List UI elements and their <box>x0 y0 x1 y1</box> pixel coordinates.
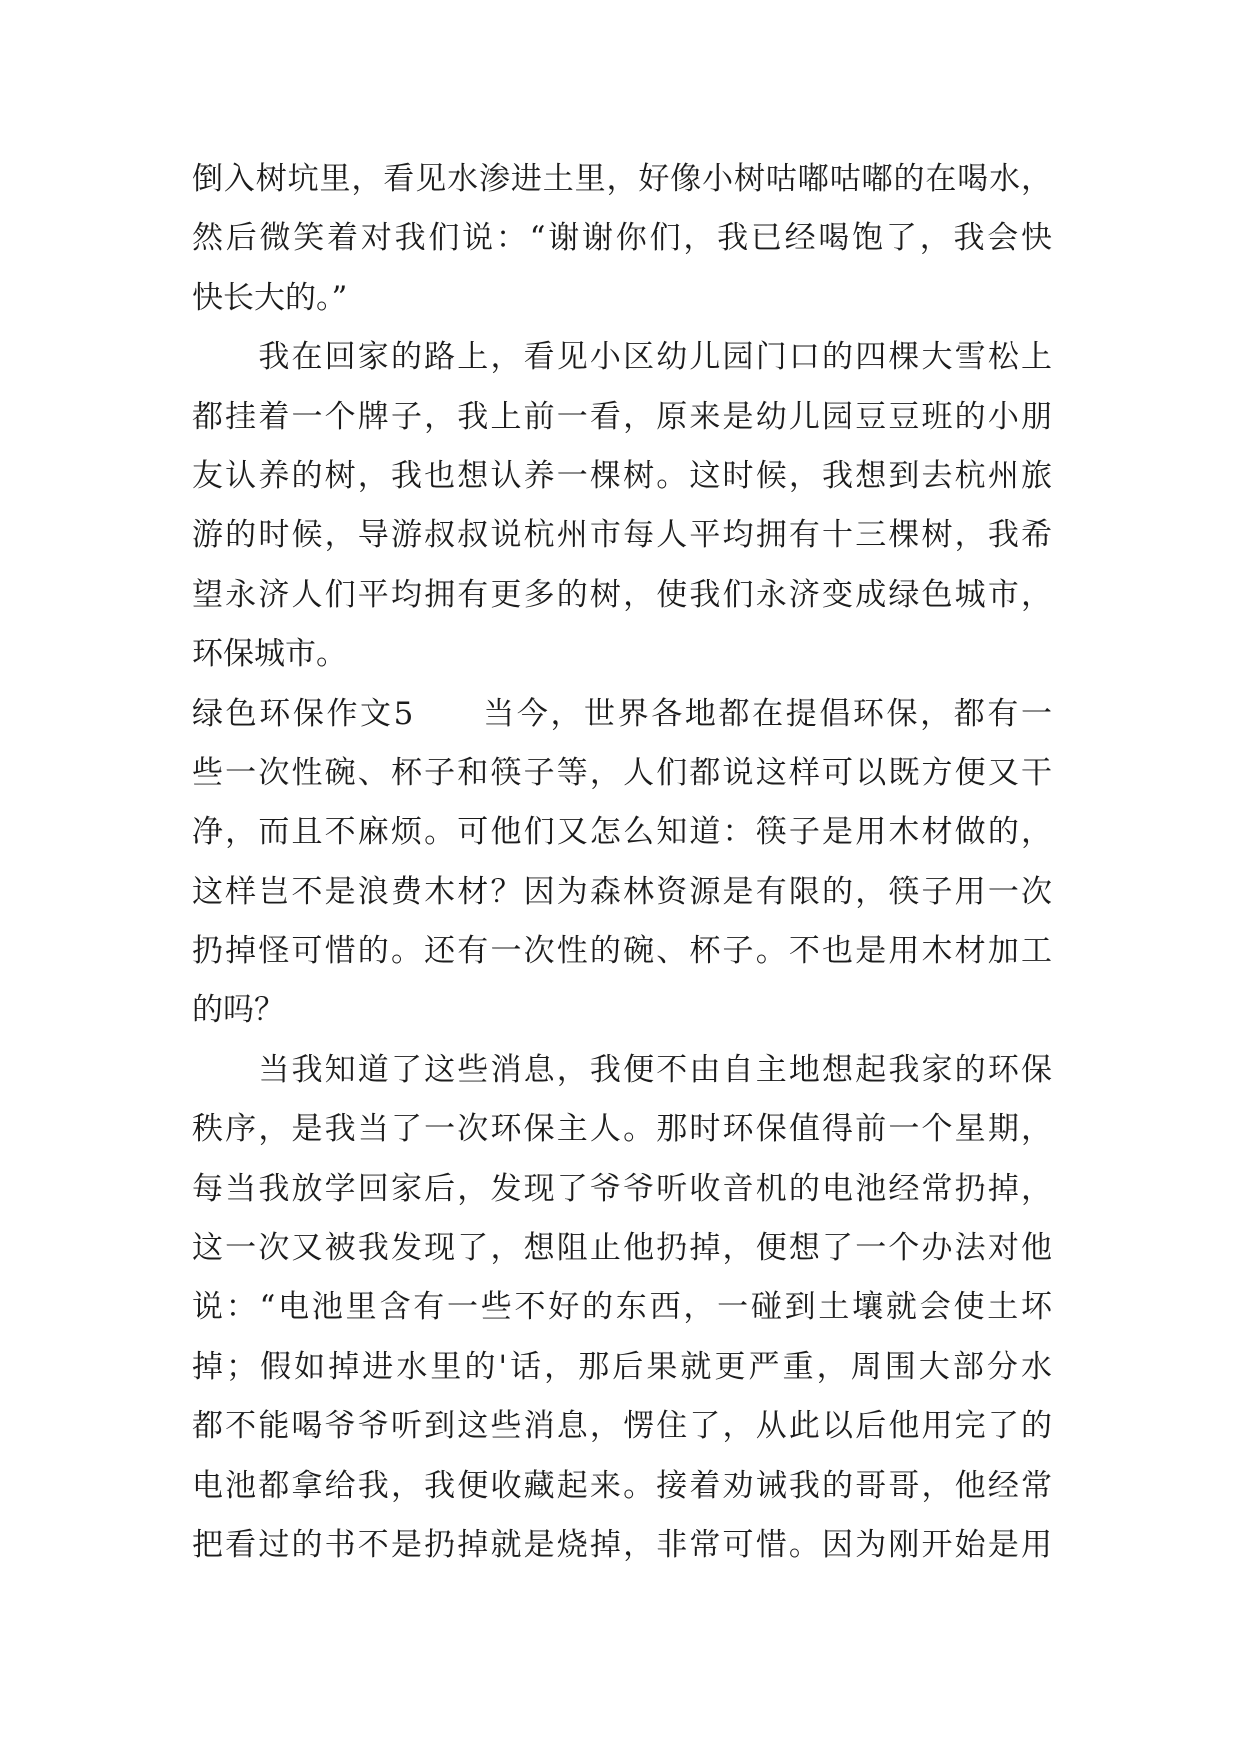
text-line: 快长大的。” <box>192 279 348 316</box>
text-line: 望永济人们平均拥有更多的树，使我们永济变成绿色城市， <box>192 576 1052 613</box>
text-line: 游的时候，导游叔叔说杭州市每人平均拥有十三棵树，我希 <box>192 517 1052 554</box>
text-line: 说：“电池里含有一些不好的东西，一碰到土壤就会使土坏 <box>192 1289 1052 1326</box>
text-line: 都不能喝爷爷听到这些消息，愣住了，从此以后他用完了的 <box>192 1408 1052 1445</box>
text-line: 掉；假如掉进水里的'话，那后果就更严重，周围大部分水 <box>192 1348 1052 1385</box>
text-line: 友认养的树，我也想认养一棵树。这时候，我想到去杭州旅 <box>192 457 1052 494</box>
text-line: 都挂着一个牌子，我上前一看，原来是幼儿园豆豆班的小朋 <box>192 398 1052 435</box>
text-line: 我在回家的路上，看见小区幼儿园门口的四棵大雪松上 <box>192 339 1052 376</box>
text-line: 些一次性碗、杯子和筷子等，人们都说这样可以既方便又干 <box>192 754 1052 791</box>
text-line: 环保城市。 <box>192 636 347 673</box>
text-line: 把看过的书不是扔掉就是烧掉，非常可惜。因为刚开始是用 <box>192 1526 1052 1563</box>
text-line: 每当我放学回家后，发现了爷爷听收音机的电池经常扔掉， <box>192 1170 1052 1207</box>
text-line: 秩序，是我当了一次环保主人。那时环保值得前一个星期， <box>192 1111 1052 1148</box>
body-text <box>192 150 1052 1575</box>
text-line: 电池都拿给我，我便收藏起来。接着劝诫我的哥哥，他经常 <box>192 1467 1052 1504</box>
text-line: 净，而且不麻烦。可他们又怎么知道：筷子是用木材做的， <box>192 814 1052 851</box>
text-line: 倒入树坑里，看见水渗进土里，好像小树咕嘟咕嘟的在喝水， <box>192 161 1052 197</box>
text-line: 的吗？ <box>192 992 285 1029</box>
text-line: 这样岂不是浪费木材？因为森林资源是有限的，筷子用一次 <box>192 873 1052 910</box>
text-line: 然后微笑着对我们说：“谢谢你们，我已经喝饱了，我会快 <box>192 220 1052 257</box>
text-line: 绿色环保作文5 当今，世界各地都在提倡环保，都有一 <box>192 695 1052 732</box>
text-line: 这一次又被我发现了，想阻止他扔掉，便想了一个办法对他 <box>192 1230 1052 1267</box>
text-line: 当我知道了这些消息，我便不由自主地想起我家的环保 <box>192 1051 1052 1088</box>
text-line: 扔掉怪可惜的。还有一次性的碗、杯子。不也是用木材加工 <box>192 933 1052 970</box>
